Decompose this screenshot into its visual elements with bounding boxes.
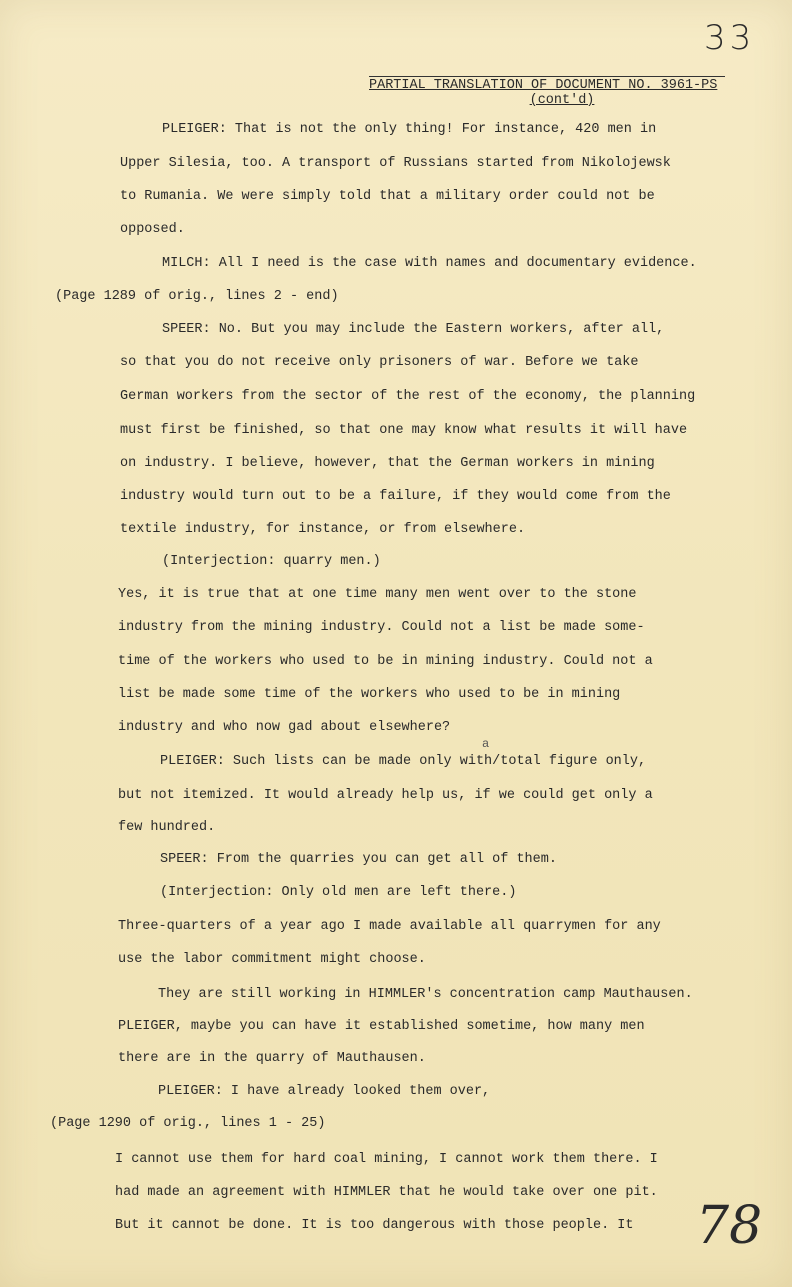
header-title: PARTIAL TRANSLATION OF DOCUMENT NO. 3961-PS <box>369 78 718 93</box>
text-line: had made an agreement with HIMMLER that he would take over one pit. <box>115 1185 658 1200</box>
text-line: MILCH: All I need is the case with names and documentary evidence. <box>162 256 697 271</box>
text-line: industry from the mining industry. Could not a list be made some- <box>118 620 645 635</box>
text-line: They are still working in HIMMLER's concentration camp Mauthausen. <box>158 987 693 1002</box>
text-line: industry and who now gad about elsewhere? <box>118 720 451 735</box>
header-rule <box>369 76 725 77</box>
text-line: PLEIGER: That is not the only thing! For instance, 420 men in <box>162 122 657 137</box>
text-line: to Rumania. We were simply told that a military order could not be <box>120 189 655 204</box>
text-line: opposed. <box>120 222 185 237</box>
text-line: PLEIGER: I have already looked them over, <box>158 1084 491 1099</box>
text-line: German workers from the sector of the rest of the economy, the planning <box>120 389 696 404</box>
text-line: few hundred. <box>118 820 216 835</box>
text-line: SPEER: From the quarries you can get all of them. <box>160 852 557 867</box>
text-line: textile industry, for instance, or from elsewhere. <box>120 522 526 537</box>
header-continued: (cont'd) <box>529 93 595 108</box>
page-reference: (Page 1289 of orig., lines 2 - end) <box>55 289 339 304</box>
page-number-bottom: 78 <box>696 1196 763 1256</box>
text-line: on industry. I believe, however, that the German workers in mining <box>120 456 655 471</box>
text-line: but not itemized. It would already help us, if we could get only a <box>118 788 653 803</box>
text-line: Upper Silesia, too. A transport of Russians started from Nikolojewsk <box>120 156 671 171</box>
text-line: PLEIGER, maybe you can have it established sometime, how many men <box>118 1019 645 1034</box>
text-line: must first be finished, so that one may know what results it will have <box>120 423 688 438</box>
text-line: there are in the quarry of Mauthausen. <box>118 1051 426 1066</box>
text-line: PLEIGER: Such lists can be made only with/total figure only, <box>160 754 647 769</box>
text-line: Three-quarters of a year ago I made available all quarrymen for any <box>118 919 661 934</box>
document-header <box>369 76 725 108</box>
text-line: so that you do not receive only prisoners of war. Before we take <box>120 355 639 370</box>
text-line: time of the workers who used to be in mining industry. Could not a <box>118 654 653 669</box>
text-line: (Interjection: Only old men are left there.) <box>160 885 517 900</box>
text-line: But it cannot be done. It is too dangerous with those people. It <box>115 1218 634 1233</box>
insertion-mark: a <box>482 737 490 751</box>
text-line: industry would turn out to be a failure, if they would come from the <box>120 489 671 504</box>
text-line: (Interjection: quarry men.) <box>162 554 381 569</box>
text-line: SPEER: No. But you may include the Eastern workers, after all, <box>162 322 665 337</box>
text-line: use the labor commitment might choose. <box>118 952 426 967</box>
page-reference: (Page 1290 of orig., lines 1 - 25) <box>50 1116 326 1131</box>
text-line: I cannot use them for hard coal mining, I cannot work them there. I <box>115 1152 658 1167</box>
text-line: Yes, it is true that at one time many men went over to the stone <box>118 587 637 602</box>
text-line: list be made some time of the workers who used to be in mining <box>118 687 621 702</box>
page-number-top: 33 <box>704 18 756 58</box>
